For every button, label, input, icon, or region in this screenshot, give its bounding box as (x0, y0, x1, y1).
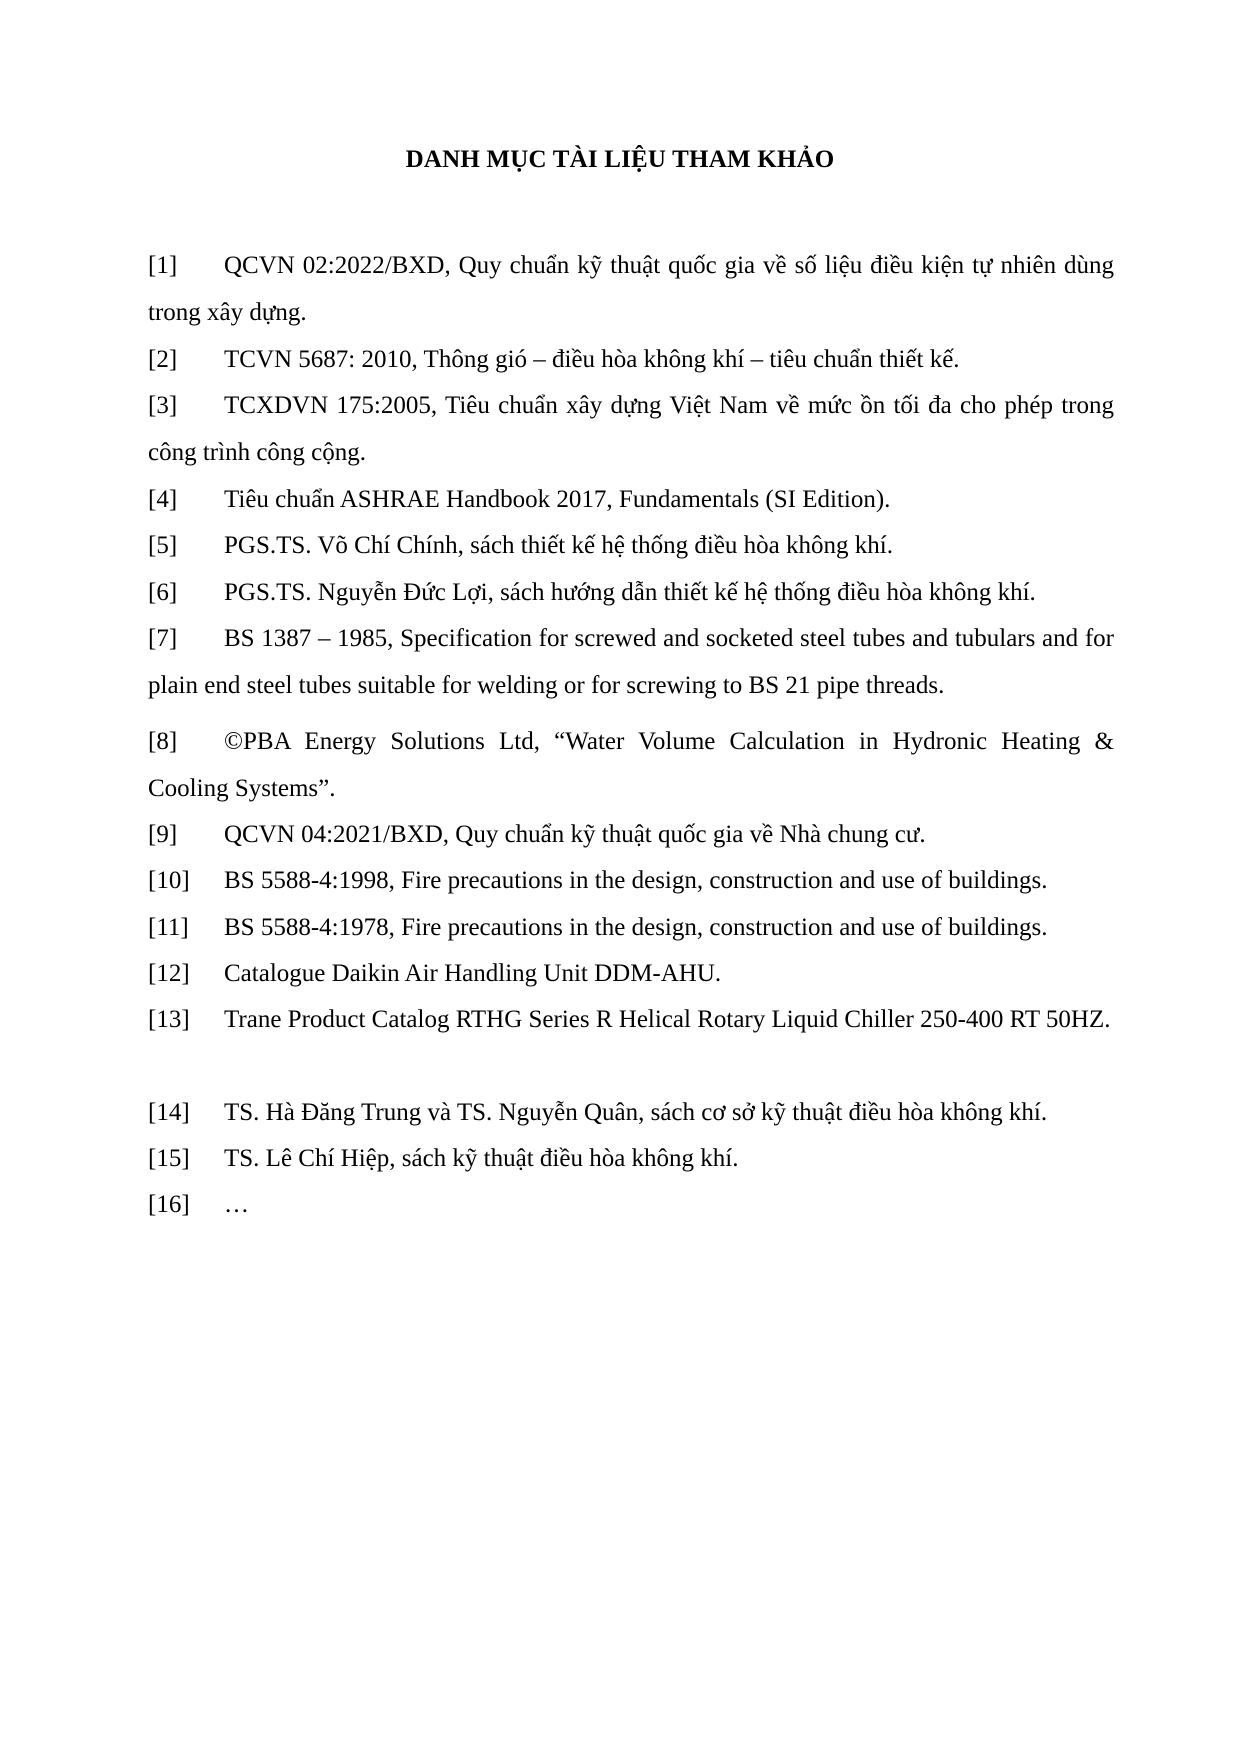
reference-text: QCVN 02:2022/BXD, Quy chuẩn kỹ thuật quốc gia về số liệu điều kiện tự nhiên dùng trong xây dựng. (148, 252, 1114, 326)
reference-item (148, 718, 1114, 812)
reference-item (148, 476, 1114, 523)
reference-number: [9] (148, 821, 178, 848)
reference-text: QCVN 04:2021/BXD, Quy chuẩn kỹ thuật quốc gia về Nhà chung cư. (224, 821, 926, 848)
reference-text: … (224, 1191, 249, 1218)
reference-number: [7] (148, 625, 178, 652)
reference-text: Trane Product Catalog RTHG Series R Helical Rotary Liquid Chiller 250-400 RT 50HZ. (224, 1006, 1111, 1033)
reference-text: PGS.TS. Võ Chí Chính, sách thiết kế hệ thống điều hòa không khí. (224, 532, 893, 559)
reference-item (148, 569, 1114, 616)
reference-text: TCVN 5687: 2010, Thông gió – điều hòa không khí – tiêu chuẩn thiết kế. (224, 346, 960, 373)
reference-number: [10] (148, 867, 190, 894)
reference-text: Catalogue Daikin Air Handling Unit DDM-AHU. (224, 960, 722, 987)
reference-text: PGS.TS. Nguyễn Đức Lợi, sách hướng dẫn thiết kế hệ thống điều hòa không khí. (224, 579, 1036, 606)
reference-item (148, 996, 1114, 1043)
reference-number: [3] (148, 392, 178, 419)
reference-text: Tiêu chuẩn ASHRAE Handbook 2017, Fundamentals (SI Edition). (224, 486, 891, 513)
reference-text: BS 5588-4:1998, Fire precautions in the design, construction and use of buildings. (224, 867, 1048, 894)
reference-number: [12] (148, 960, 190, 987)
reference-item (148, 904, 1114, 951)
reference-number: [11] (148, 914, 189, 941)
reference-text: BS 5588-4:1978, Fire precautions in the design, construction and use of buildings. (224, 914, 1048, 941)
reference-number: [6] (148, 579, 178, 606)
reference-number: [15] (148, 1145, 190, 1172)
reference-text: TS. Hà Đăng Trung và TS. Nguyễn Quân, sách cơ sở kỹ thuật điều hòa không khí. (224, 1099, 1048, 1126)
reference-number: [14] (148, 1099, 190, 1126)
reference-text: TS. Lê Chí Hiệp, sách kỹ thuật điều hòa không khí. (224, 1145, 739, 1172)
reference-number: [13] (148, 1006, 190, 1033)
reference-number: [4] (148, 486, 178, 513)
reference-item (148, 382, 1114, 476)
page-title: DANH MỤC TÀI LIỆU THAM KHẢO (405, 146, 835, 173)
reference-number: [16] (148, 1191, 190, 1218)
reference-item (148, 242, 1114, 336)
reference-text: ©PBA Energy Solutions Ltd, “Water Volume Calculation in Hydronic Heating & Cooling Systems”. (148, 728, 1114, 802)
reference-item (148, 1089, 1114, 1136)
reference-number: [1] (148, 252, 178, 279)
reference-item (148, 1181, 1114, 1228)
reference-item (148, 1135, 1114, 1182)
reference-number: [2] (148, 346, 178, 373)
reference-item (148, 950, 1114, 997)
reference-item (148, 811, 1114, 858)
reference-text: TCXDVN 175:2005, Tiêu chuẩn xây dựng Việt Nam về mức ồn tối đa cho phép trong công trình công cộng. (148, 392, 1114, 466)
reference-item (148, 857, 1114, 904)
reference-text: BS 1387 – 1985, Specification for screwed and socketed steel tubes and tubulars and for plain end steel tubes suitable for welding or for screwing to BS 21 pipe threads. (148, 625, 1114, 699)
reference-item (148, 522, 1114, 569)
reference-item (148, 336, 1114, 383)
reference-number: [5] (148, 532, 178, 559)
reference-item (148, 615, 1114, 709)
reference-number: [8] (148, 728, 178, 755)
